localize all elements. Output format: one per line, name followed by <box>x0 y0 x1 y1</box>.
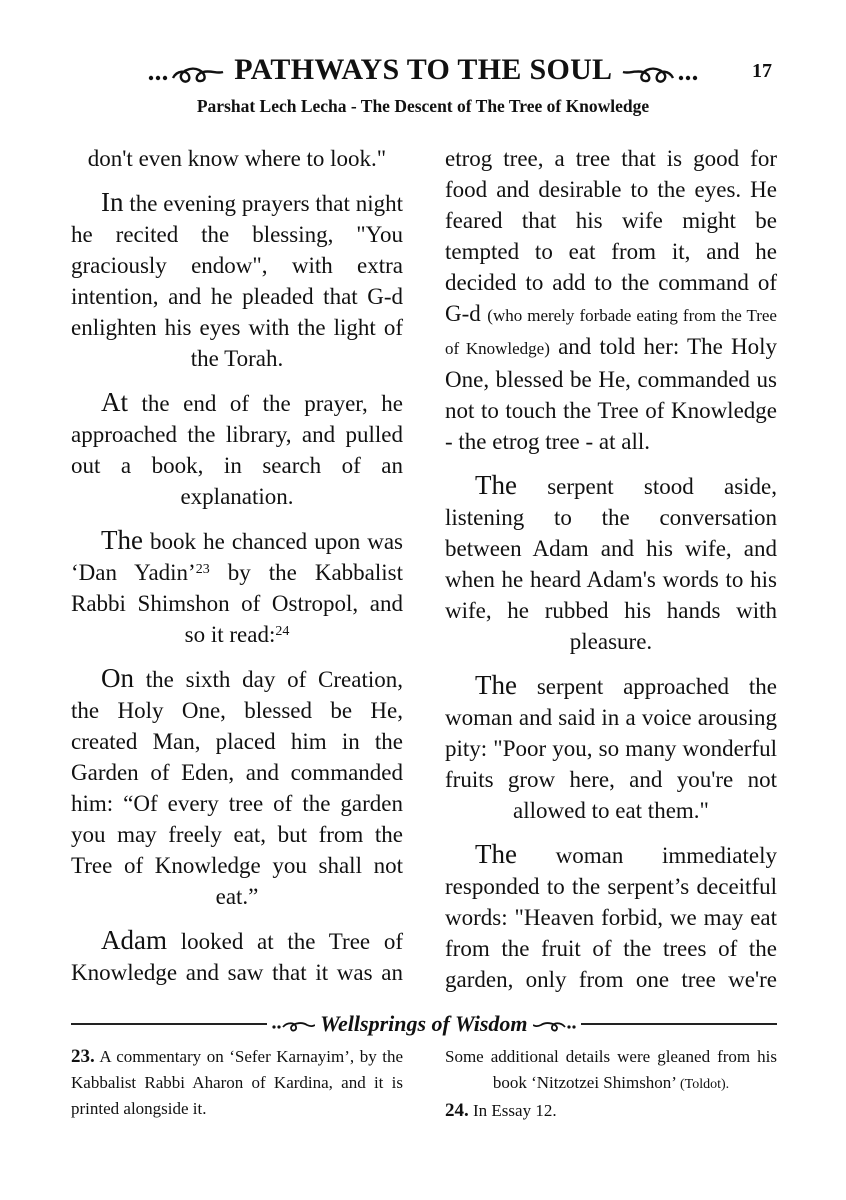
footnote-23 <box>71 1044 403 1122</box>
divider-label-text: Wellsprings of Wisdom <box>320 1011 528 1036</box>
lead-word: Adam <box>101 925 167 955</box>
footnote-23-continued <box>445 1044 777 1098</box>
right-flourish-icon <box>619 62 699 84</box>
paragraph-text: the evening prayers that night he recited the blessing, "You graciously endow", with extra intention, and he pleaded that G-d enlighten his eyes with the light of the Torah. <box>71 191 403 371</box>
footnote-ref: 24 <box>275 624 290 639</box>
left-column <box>71 143 403 988</box>
lead-word: On <box>101 663 134 693</box>
footnote-ref: 23 <box>195 562 210 577</box>
footnotes-right <box>445 1044 777 1124</box>
lead-word: The <box>475 839 517 869</box>
lead-word: At <box>101 387 128 417</box>
footnote-text: A commentary on ‘Sefer Karnayim’, by the Kabbalist Rabbi Aharon of Kardina, and it is printed alongside it. <box>71 1047 403 1118</box>
left-flourish-icon <box>147 62 227 84</box>
footnote-text: In Essay 12. <box>468 1101 557 1120</box>
paragraph <box>445 839 777 995</box>
paragraph <box>71 387 403 512</box>
running-header <box>0 52 846 92</box>
lead-word: The <box>475 670 517 700</box>
paragraph-text: book he chanced upon was ‘Dan Yadin’ <box>71 529 403 585</box>
paragraph-text: serpent approached the woman and said in a voice arousing pity: "Poor you, so many wonderful fruits grow here, and you're not allowed to eat them." <box>445 674 777 823</box>
lead-word: The <box>475 470 517 500</box>
paragraph <box>71 187 403 374</box>
lead-word: In <box>101 187 124 217</box>
paragraph <box>71 663 403 912</box>
footnote-parenthetical: (Toldot). <box>679 1077 730 1092</box>
footnote-24 <box>445 1098 777 1124</box>
lead-word: The <box>101 525 143 555</box>
parenthetical: (who merely forbade eating from the Tree of Knowledge) <box>445 306 777 358</box>
paragraph-text: woman immediately responded to the serpent’s deceitful words: "Heaven forbid, we may eat from the fruit of the trees of the garden, only from one tree we're <box>445 843 777 992</box>
chapter-subtitle: Parshat Lech Lecha - The Descent of The Tree of Knowledge <box>196 96 650 116</box>
footnote-number: 23. <box>71 1046 95 1067</box>
title-text: PATHWAYS TO THE SOUL <box>234 53 611 86</box>
paragraph-text: the sixth day of Creation, the Holy One, blessed be He, created Man, placed him in the Garden of Eden, and commanded him: “Of every tree of the garden you may freely eat, but from the Tree of Knowledge you shall not eat.” <box>71 667 403 909</box>
divider-label <box>71 1009 777 1039</box>
paragraph <box>71 525 403 650</box>
paragraph-text: the end of the prayer, he approached the library, and pulled out a book, in search of an explanation. <box>71 391 403 509</box>
paragraph <box>445 670 777 826</box>
footnote-number: 24. <box>445 1100 469 1121</box>
book-title <box>130 52 716 89</box>
paragraph-text: etrog tree, a tree that is good for food and desirable to the eyes. He feared that his wife might be tempted to eat from it, and he decided to add to the command of G-d <box>445 146 777 326</box>
paragraph <box>445 470 777 657</box>
paragraph <box>445 143 777 457</box>
footnote-divider <box>71 1009 777 1039</box>
footnotes-left <box>71 1044 403 1122</box>
paragraph-text: looked at the Tree of Knowledge and saw that it was an <box>71 929 403 985</box>
paragraph-text: and told her: The Holy One, blessed be He, commanded us not to touch the Tree of Knowledge - the etrog tree - at all. <box>445 334 777 454</box>
right-ornament <box>619 56 699 85</box>
paragraph-text: by the Kabbalist Rabbi Shimshon of Ostropol, and so it read: <box>71 560 403 647</box>
paragraph-text: serpent stood aside, listening to the conversation between Adam and his wife, and when he heard Adam's words to his wife, he rubbed his hands with pleasure. <box>445 474 777 654</box>
paragraph <box>71 925 403 988</box>
page-number: 17 <box>752 60 772 82</box>
left-ornament <box>147 56 234 85</box>
right-divider-flourish-icon <box>533 1019 577 1033</box>
paragraph-text: don't even know where to look." <box>87 146 387 171</box>
left-divider-flourish-icon <box>271 1019 315 1033</box>
paragraph <box>71 143 403 174</box>
right-column <box>445 143 777 995</box>
footnote-text: Some additional details were gleaned from his book ‘Nitzotzei Shimshon’ <box>445 1047 777 1092</box>
